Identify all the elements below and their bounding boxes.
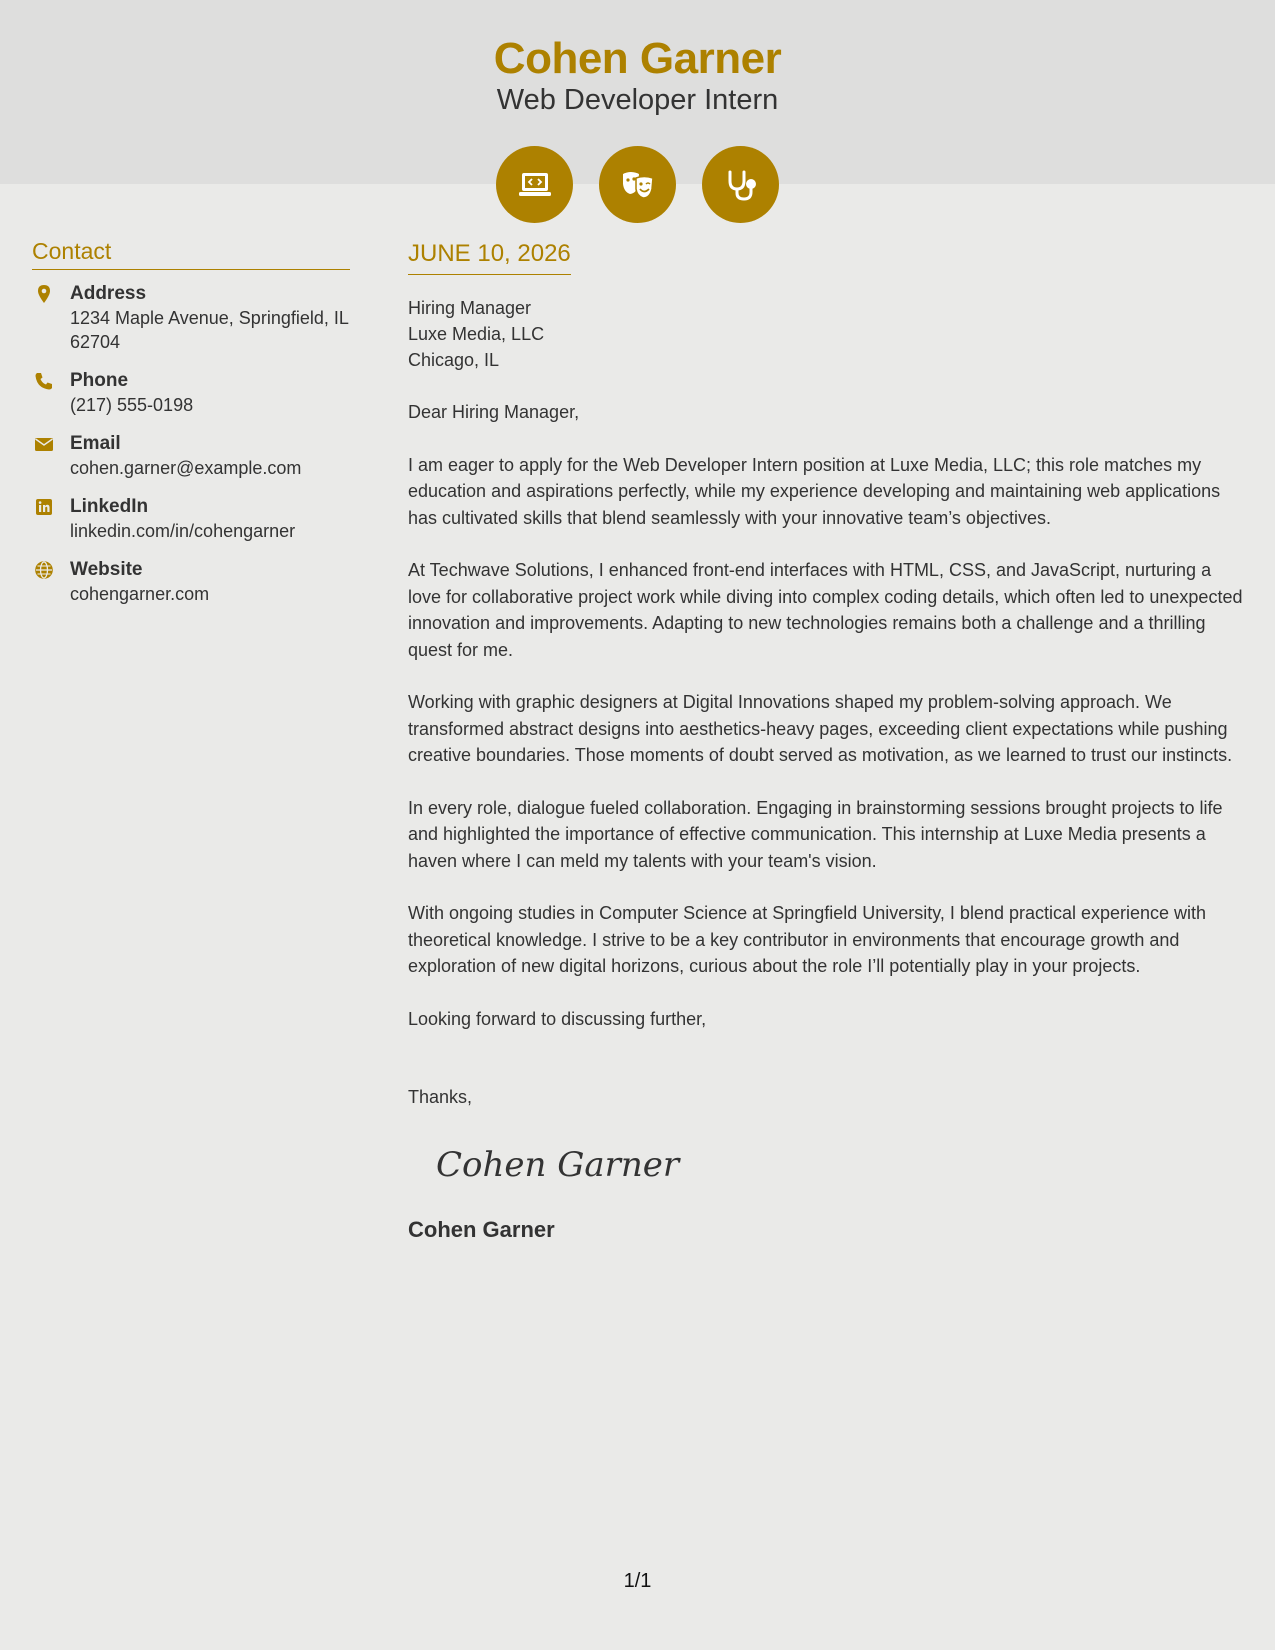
website-label: Website (70, 559, 143, 580)
letter-date: JUNE 10, 2026 (408, 240, 571, 275)
paragraph: In every role, dialogue fueled collaboration. Engaging in brainstorming sessions brought projects to life and highlighted the importance of effective communication. This internship at Luxe Media presents a haven where I can meld my talents with your team's vision. (408, 797, 1223, 871)
contact-phone (32, 369, 350, 417)
linkedin-icon (34, 497, 54, 517)
paragraph: Working with graphic designers at Digital Innovations shaped my problem-solving approach. We transformed abstract designs into aesthetics-heavy pages, exceeding client expectations while pushing creative boundaries. Those moments of doubt served as motivation, as we learned to trust our instincts. (408, 692, 1233, 765)
greeting: Dear Hiring Manager, (408, 402, 580, 422)
recipient-block (408, 295, 1243, 373)
phone-icon (34, 371, 54, 391)
contact-website (32, 558, 350, 606)
laptop-code-icon (496, 146, 573, 223)
globe-icon (34, 560, 54, 580)
linkedin-value[interactable]: linkedin.com/in/cohengarner (70, 521, 296, 541)
contact-address (32, 282, 350, 354)
address-value: 1234 Maple Avenue, Springfield, IL 62704 (70, 308, 349, 352)
phone-value: (217) 555-0198 (70, 395, 194, 415)
theater-masks-icon (599, 146, 676, 223)
signoff: Thanks, (408, 1086, 473, 1107)
email-value[interactable]: cohen.garner@example.com (70, 458, 302, 478)
paragraph: At Techwave Solutions, I enhanced front-end interfaces with HTML, CSS, and JavaScript, nurturing a love for collaborative project work while diving into complex coding details, which often led to unexpected innovation and improvements. Adapting to new technologies remains both a challenge and a thrilling quest for me. (408, 560, 1243, 660)
contact-sidebar (32, 238, 350, 621)
candidate-name: Cohen Garner (493, 34, 782, 83)
recipient-line: Hiring Manager (408, 298, 532, 318)
website-value[interactable]: cohengarner.com (70, 584, 210, 604)
stethoscope-icon (702, 146, 779, 223)
page-number: 1/1 (623, 1570, 652, 1592)
map-pin-icon (34, 284, 54, 304)
email-label: Email (70, 433, 121, 454)
recipient-line: Chicago, IL (408, 350, 500, 370)
linkedin-label: LinkedIn (70, 496, 149, 517)
phone-label: Phone (70, 370, 129, 391)
handwritten-signature (432, 1134, 680, 1194)
paragraph: With ongoing studies in Computer Science at Springfield University, I blend practical experience with theoretical knowledge. I strive to be a key contributor in environments that encourage growth and exploration of new digital horizons, curious about the role I’ll potentially play in your projects. (408, 903, 1207, 976)
recipient-line: Luxe Media, LLC (408, 324, 545, 344)
address-label: Address (70, 283, 147, 304)
signer-name: Cohen Garner (408, 1216, 555, 1242)
contact-heading: Contact (32, 238, 350, 270)
interest-icons (496, 146, 779, 223)
candidate-title: Web Developer Intern (496, 84, 779, 116)
letter-body (408, 240, 1243, 1243)
contact-linkedin (32, 495, 350, 543)
envelope-icon (34, 434, 54, 454)
contact-email (32, 432, 350, 480)
svg-text:Cohen Garner: Cohen Garner (436, 1144, 680, 1185)
closing-line: Looking forward to discussing further, (408, 1008, 707, 1029)
paragraph: I am eager to apply for the Web Developer Intern position at Luxe Media, LLC; this role matches my education and aspirations perfectly, while my experience developing and maintaining web applications has cultivated skills that blend seamlessly with your innovative team’s objectives. (408, 454, 1221, 528)
